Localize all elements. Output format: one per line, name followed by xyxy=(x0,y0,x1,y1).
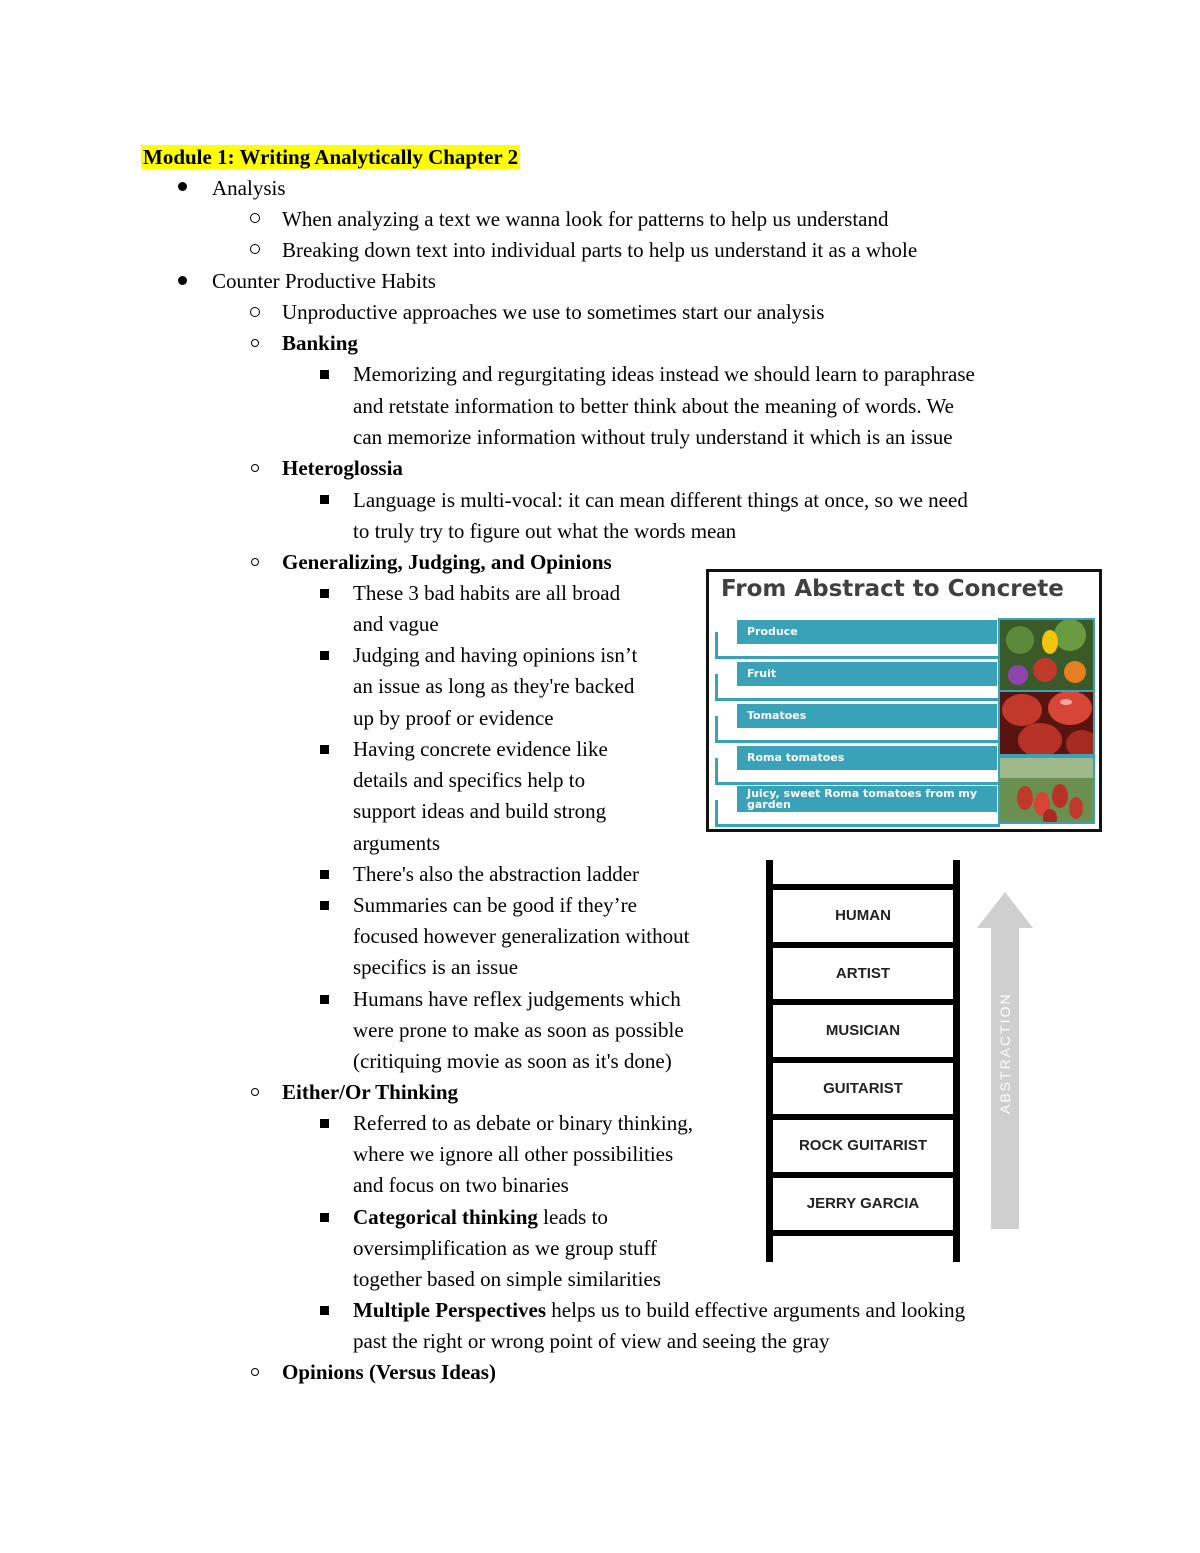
banking-heading: Banking xyxy=(282,331,358,355)
generalizing-text: (critiquing movie as soon as it's done) xyxy=(353,1049,672,1073)
banking-text: Memorizing and regurgitating ideas instead we should learn to paraphrase xyxy=(353,362,975,386)
ladder-label-jerry-garcia: JERRY GARCIA xyxy=(806,1195,920,1212)
generalizing-text: Judging and having opinions isn’t xyxy=(353,643,638,667)
habits-heading: Counter Productive Habits xyxy=(212,269,436,293)
analysis-heading: Analysis xyxy=(212,176,286,200)
analysis-item: Breaking down text into individual parts to help us understand it as a whole xyxy=(282,238,918,262)
square-bullet-icon xyxy=(320,901,329,910)
banking-text: and retstate information to better think about the meaning of words. We xyxy=(353,394,954,418)
circle-bullet-icon xyxy=(250,307,260,317)
step-juicy: Juicy, sweet Roma tomatoes from my garden xyxy=(737,786,997,812)
generalizing-text: were prone to make as soon as possible xyxy=(353,1018,684,1042)
square-bullet-icon xyxy=(320,370,329,379)
either-or-text: and focus on two binaries xyxy=(353,1173,569,1197)
square-bullet-icon xyxy=(320,870,329,879)
document-title: Module 1: Writing Analytically Chapter 2 xyxy=(143,145,519,169)
circle-bullet-icon xyxy=(250,244,260,254)
ladder-label-musician: MUSICIAN xyxy=(825,1022,901,1039)
ladder-label-artist: ARTIST xyxy=(835,965,891,982)
square-bullet-icon xyxy=(320,1306,329,1315)
square-bullet-icon xyxy=(320,495,329,504)
square-bullet-icon xyxy=(320,589,329,598)
generalizing-text: and vague xyxy=(353,612,439,636)
bullet-icon xyxy=(178,182,187,191)
either-or-text xyxy=(353,1205,608,1229)
either-or-heading: Either/Or Thinking xyxy=(282,1080,459,1104)
bullet-icon xyxy=(178,276,187,285)
tomatoes-photo xyxy=(998,690,1095,756)
circle-bullet-icon xyxy=(251,1088,259,1096)
generalizing-text: Humans have reflex judgements which xyxy=(353,987,681,1011)
habits-intro: Unproductive approaches we use to sometimes start our analysis xyxy=(282,300,825,324)
abstraction-ladder xyxy=(766,860,960,1262)
circle-bullet-icon xyxy=(251,339,259,347)
ladder-rung xyxy=(766,942,960,948)
circle-bullet-icon xyxy=(251,464,259,472)
circle-bullet-icon xyxy=(251,1368,259,1376)
produce-photo xyxy=(998,618,1095,692)
generalizing-text: details and specifics help to xyxy=(353,768,586,792)
ladder-rung xyxy=(766,884,960,890)
generalizing-text: focused however generalization without xyxy=(353,924,690,948)
square-bullet-icon xyxy=(320,651,329,660)
banking-text: can memorize information without truly understand it which is an issue xyxy=(353,425,953,449)
abstraction-arrow-icon xyxy=(977,892,1033,1229)
circle-bullet-icon xyxy=(250,213,260,223)
abstract-to-concrete-figure xyxy=(706,569,1102,832)
either-or-text: Referred to as debate or binary thinking, xyxy=(353,1111,693,1135)
ladder-label-guitarist: GUITARIST xyxy=(823,1080,903,1097)
generalizing-text: Having concrete evidence like xyxy=(353,737,608,761)
ladder-rung xyxy=(766,1114,960,1120)
ladder-label-rock-guitarist: ROCK GUITARIST xyxy=(798,1137,928,1154)
ladder-rung xyxy=(766,999,960,1005)
either-or-text: together based on simple similarities xyxy=(353,1267,661,1291)
heteroglossia-text: to truly try to figure out what the words mean xyxy=(353,519,737,543)
ladder-rung xyxy=(766,1057,960,1063)
roma-garden-photo xyxy=(998,756,1095,824)
generalizing-text: up by proof or evidence xyxy=(353,706,554,730)
generalizing-text: Summaries can be good if they’re xyxy=(353,893,637,917)
step-tomatoes: Tomatoes xyxy=(737,704,997,728)
figure-title: From Abstract to Concrete xyxy=(721,576,1064,602)
square-bullet-icon xyxy=(320,745,329,754)
perspectives-bold: Multiple Perspectives xyxy=(353,1298,547,1322)
heteroglossia-text: Language is multi-vocal: it can mean different things at once, so we need xyxy=(353,488,968,512)
generalizing-text: an issue as long as they're backed xyxy=(353,674,635,698)
either-or-text: oversimplification as we group stuff xyxy=(353,1236,658,1260)
generalizing-heading: Generalizing, Judging, and Opinions xyxy=(282,550,612,574)
generalizing-text: arguments xyxy=(353,831,441,855)
step-produce: Produce xyxy=(737,620,997,644)
step-fruit: Fruit xyxy=(737,662,997,686)
analysis-item: When analyzing a text we wanna look for patterns to help us understand xyxy=(282,207,889,231)
circle-bullet-icon xyxy=(251,558,259,566)
either-or-text: where we ignore all other possibilities xyxy=(353,1142,674,1166)
perspectives-rest: helps us to build effective arguments and looking xyxy=(546,1298,966,1322)
generalizing-text: support ideas and build strong xyxy=(353,799,607,823)
categorical-bold: Categorical thinking xyxy=(353,1205,538,1229)
generalizing-text: There's also the abstraction ladder xyxy=(353,862,640,886)
heteroglossia-heading: Heteroglossia xyxy=(282,456,403,480)
square-bullet-icon xyxy=(320,995,329,1004)
square-bullet-icon xyxy=(320,1213,329,1222)
generalizing-text: specifics is an issue xyxy=(353,955,519,979)
either-or-text xyxy=(353,1298,965,1322)
generalizing-text: These 3 bad habits are all broad xyxy=(353,581,621,605)
abstraction-arrow-label: ABSTRACTION xyxy=(997,992,1013,1114)
ladder-rung xyxy=(766,1230,960,1236)
square-bullet-icon xyxy=(320,1119,329,1128)
ladder-rung xyxy=(766,1172,960,1178)
opinions-heading: Opinions (Versus Ideas) xyxy=(282,1360,496,1384)
either-or-text: past the right or wrong point of view and seeing the gray xyxy=(353,1329,830,1353)
step-roma: Roma tomatoes xyxy=(737,746,997,770)
ladder-label-human: HUMAN xyxy=(835,907,891,924)
categorical-rest: leads to xyxy=(537,1205,608,1229)
